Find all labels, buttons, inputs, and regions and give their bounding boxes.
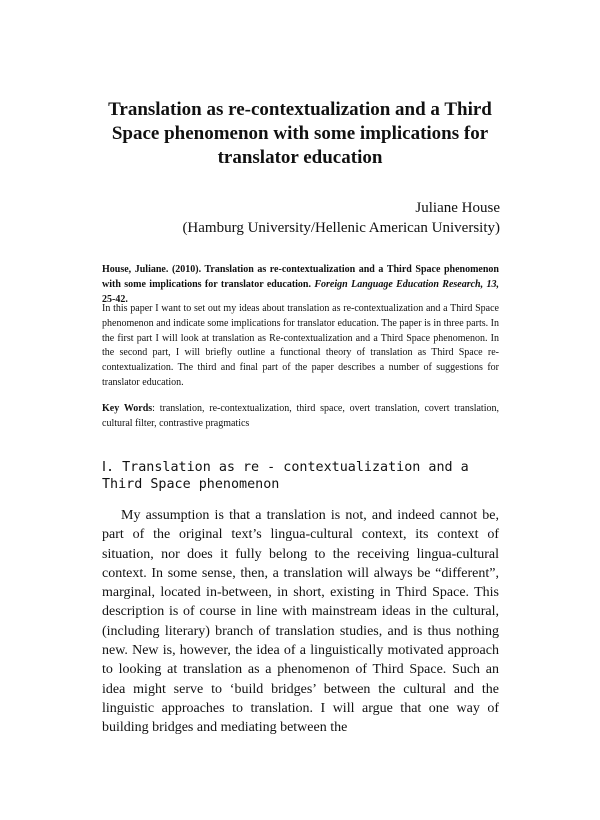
section-heading: Ⅰ. Translation as re - contextualization and a Third Space phenomenon [102, 460, 469, 492]
keywords-text: : translation, re-contextualization, third space, overt translation, covert translation, cultural filter, contrastive pragmatics [102, 403, 499, 429]
keywords-label: Key Words [102, 403, 153, 414]
author-affiliation: (Hamburg University/Hellenic American University) [182, 220, 500, 236]
citation-reference: House, Juliane. (2010). Translation as re-contextualization and a Third Space phenomenon with some implications for translator education. [102, 264, 499, 290]
paper-title: Translation as re‑contextualization and a Third Space phenomenon with some implications for translator education [108, 99, 492, 168]
author-block [140, 198, 500, 238]
abstract: In this paper I want to set out my ideas about translation as re-contextualization and a Third Space phenomenon and indicate some implications for translator education. The paper is in three parts. In the first part I will look at translation as Re-contextualization and a Third Space phenomenon. In the second part, I will briefly outline a functional theory of translation as Third Space re-contextualization. The third and final part of the paper describes a number of suggestions for translator education. [102, 303, 499, 388]
citation [102, 262, 499, 307]
keywords [102, 402, 499, 432]
citation-journal: Foreign Language Education Research, 13, [314, 279, 499, 290]
citation-pages: 25-42. [102, 294, 128, 305]
author-name: Juliane House [415, 200, 500, 216]
body-paragraph: My assumption is that a translation is not, and indeed cannot be, part of the original text’s lingua-cultural context, its context of situation, nor does it fully belong to the receiving lingua-cultural context. In some sense, then, a translation will always be “different”, marginal, located in-between, in short, existing in Third Space. This description is of course in line with mainstream ideas in the cultural, (including literary) branch of translation studies, and is thus nothing new. New is, however, the idea of a linguistically motivated approach to looking at translation as a phenomenon of Third Space. Such an idea might serve to ‘build bridges’ between the cultural and the linguistic approaches to translation. I will argue that one way of building bridges and mediating between the [102, 508, 499, 736]
